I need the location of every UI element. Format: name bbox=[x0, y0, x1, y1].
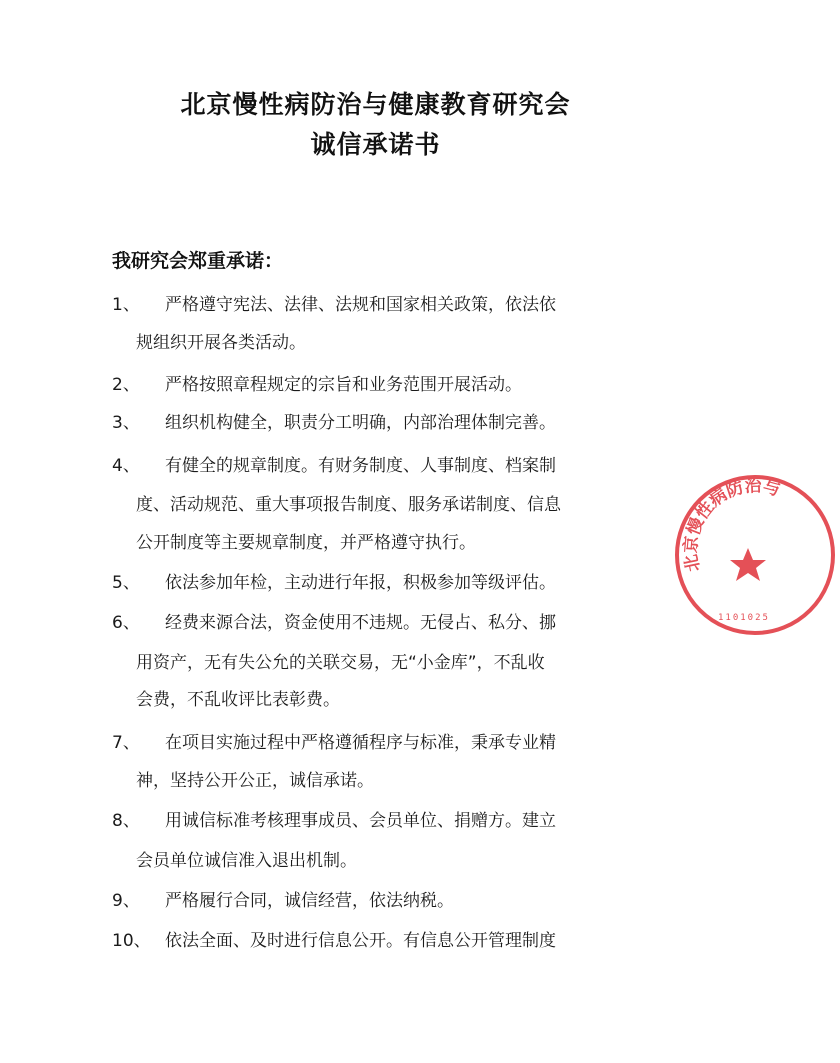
item-text-line: 依法全面、及时进行信息公开。有信息公开管理制度 bbox=[165, 931, 556, 951]
item-number: 1、 bbox=[112, 295, 140, 315]
item-text-line: 会费，不乱收评比表彰费。 bbox=[136, 690, 340, 710]
item-text-line: 有健全的规章制度。有财务制度、人事制度、档案制 bbox=[165, 456, 556, 476]
item-number: 4、 bbox=[112, 456, 140, 476]
item-number: 5、 bbox=[112, 573, 140, 593]
item-number: 8、 bbox=[112, 811, 140, 831]
item-text-line: 严格遵守宪法、法律、法规和国家相关政策，依法依 bbox=[165, 295, 556, 315]
seal-text-path: 北京慢性病防治与 bbox=[681, 476, 783, 574]
item-number: 3、 bbox=[112, 413, 140, 433]
seal-code: 1101025 bbox=[718, 613, 770, 623]
item-text-line: 神，坚持公开公正，诚信承诺。 bbox=[136, 771, 374, 791]
item-text-line: 经费来源合法，资金使用不违规。无侵占、私分、挪 bbox=[165, 613, 556, 633]
item-text-line: 组织机构健全，职责分工明确，内部治理体制完善。 bbox=[165, 413, 556, 433]
item-number: 7、 bbox=[112, 733, 140, 753]
item-text-line: 用诚信标准考核理事成员、会员单位、捐赠方。建立 bbox=[165, 811, 556, 831]
commitment-intro: 我研究会郑重承诺： bbox=[112, 250, 284, 272]
item-text-line: 会员单位诚信准入退出机制。 bbox=[136, 851, 357, 871]
item-number: 9、 bbox=[112, 891, 140, 911]
item-text-line: 在项目实施过程中严格遵循程序与标准，秉承专业精 bbox=[165, 733, 556, 753]
item-text-line: 度、活动规范、重大事项报告制度、服务承诺制度、信息 bbox=[136, 495, 561, 515]
item-text-line: 公开制度等主要规章制度，并严格遵守执行。 bbox=[136, 533, 476, 553]
seal-star-icon bbox=[730, 548, 766, 581]
item-text-line: 严格按照章程规定的宗旨和业务范围开展活动。 bbox=[165, 375, 522, 395]
item-text-line: 严格履行合同，诚信经营，依法纳税。 bbox=[165, 891, 454, 911]
item-number: 2、 bbox=[112, 375, 140, 395]
official-seal bbox=[670, 470, 840, 640]
seal-text bbox=[680, 475, 783, 573]
item-text-line: 用资产，无有失公允的关联交易，无“小金库”，不乱收 bbox=[136, 653, 545, 673]
item-text-line: 规组织开展各类活动。 bbox=[136, 333, 306, 353]
item-number: 10、 bbox=[112, 931, 151, 951]
item-text-line: 依法参加年检，主动进行年报，积极参加等级评估。 bbox=[165, 573, 556, 593]
document-title-line1: 北京慢性病防治与健康教育研究会 bbox=[180, 90, 571, 119]
document-title-line2: 诚信承诺书 bbox=[310, 130, 441, 159]
item-number: 6、 bbox=[112, 613, 140, 633]
